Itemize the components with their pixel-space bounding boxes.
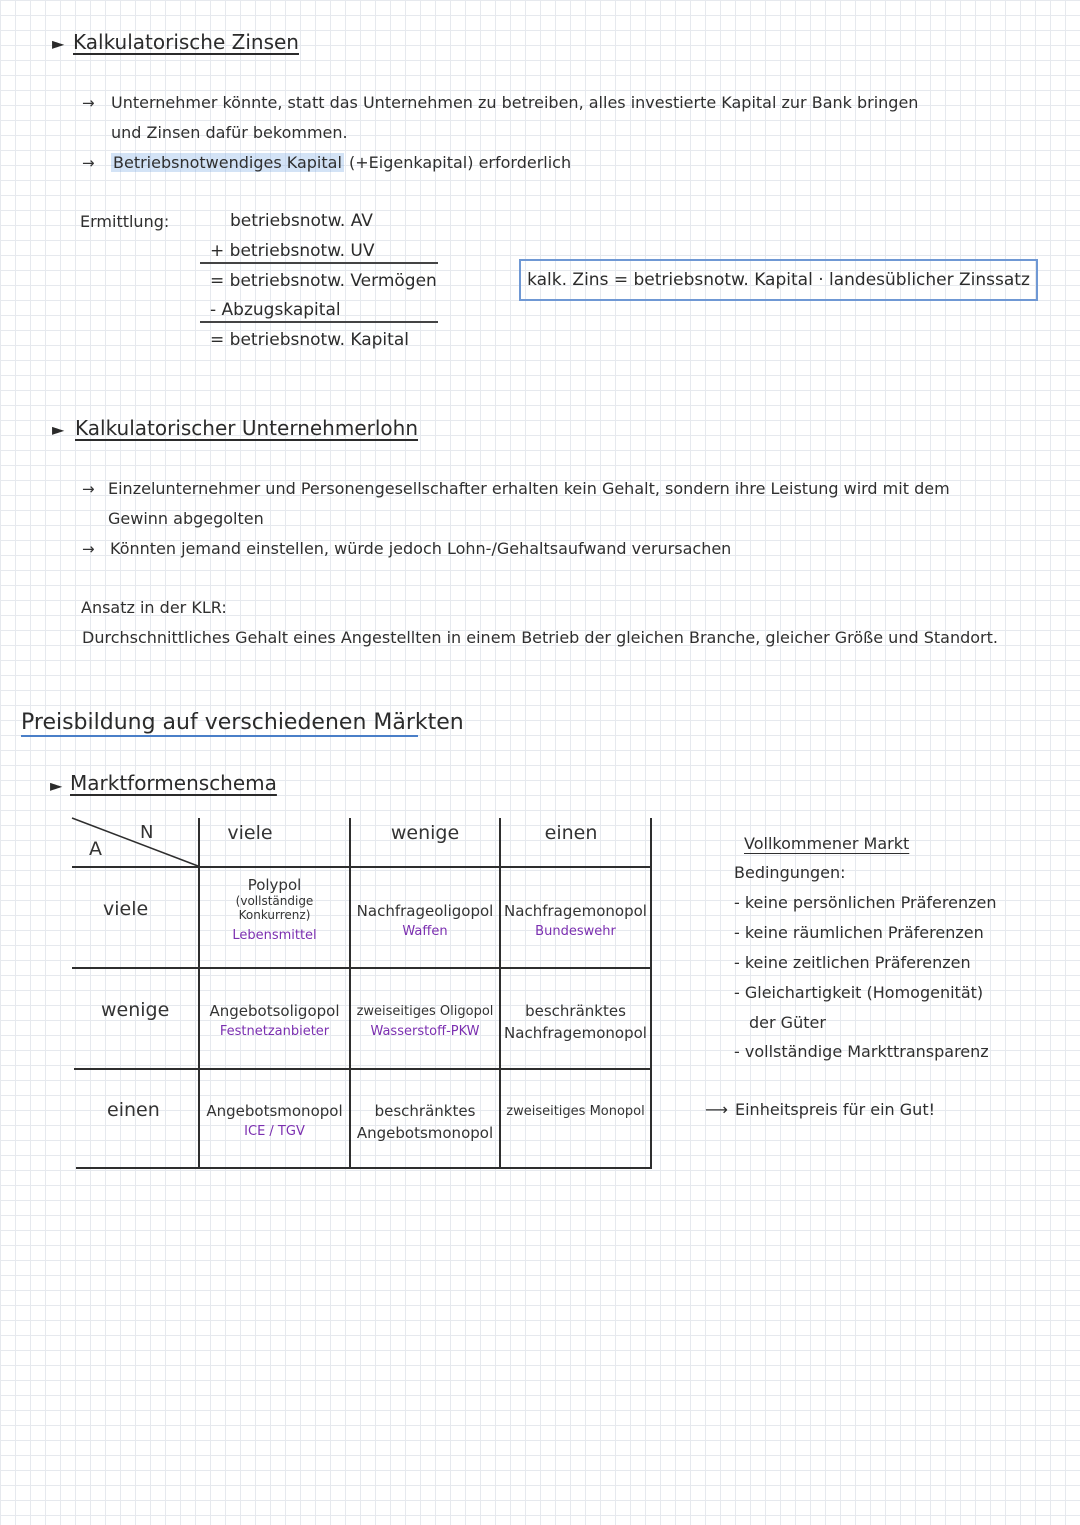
text-line: und Zinsen dafür bekommen. bbox=[111, 123, 348, 142]
cell-title: Nachfrageoligopol bbox=[356, 902, 494, 920]
cell-example: Festnetzanbieter bbox=[219, 1024, 330, 1039]
condition-item: - Gleichartigkeit (Homogenität) bbox=[734, 983, 984, 1002]
cell-subtitle: (vollständige Konkurrenz) bbox=[235, 894, 314, 922]
col-header: viele bbox=[227, 822, 273, 844]
heading-preisbildung: Preisbildung auf verschiedenen Märkten bbox=[21, 710, 464, 735]
table-cell bbox=[351, 1004, 499, 1039]
calc-sum-rule bbox=[200, 321, 438, 323]
calc-line: - Abzugskapital bbox=[210, 300, 341, 320]
corner-label-n: N bbox=[140, 822, 154, 843]
cell-example: Waffen bbox=[402, 924, 448, 939]
calc-line: = betriebsnotw. Vermögen bbox=[210, 271, 437, 291]
cell-title: Nachfragemonopol bbox=[504, 902, 647, 920]
table-cell bbox=[200, 876, 349, 943]
cell-example: Wasserstoff-PKW bbox=[370, 1024, 480, 1039]
cell-title: beschränktes bbox=[525, 1002, 626, 1020]
bullet-marker: ► bbox=[52, 34, 65, 53]
table-cell bbox=[200, 1002, 349, 1039]
formula-box bbox=[519, 259, 1038, 301]
table-rule bbox=[76, 1167, 652, 1169]
highlighted-term: Betriebsnotwendiges Kapital bbox=[113, 153, 342, 172]
calc-line: + betriebsnotw. UV bbox=[210, 241, 375, 261]
cell-title: zweiseitiges Monopol bbox=[506, 1104, 645, 1119]
text-line: Einzelunternehmer und Personengesellschafter erhalten kein Gehalt, sondern ihre Leistung wird mit dem bbox=[108, 479, 950, 498]
cell-title: Angebotsmonopol bbox=[206, 1102, 343, 1120]
ansatz-text: Durchschnittliches Gehalt eines Angestellten in einem Betrieb der gleichen Branche, gleicher Größe und Standort. bbox=[82, 628, 998, 647]
cell-example: ICE / TGV bbox=[244, 1124, 305, 1139]
text-line bbox=[111, 153, 571, 172]
table-rule bbox=[74, 1068, 651, 1070]
col-header: wenige bbox=[390, 822, 460, 844]
table-cell bbox=[501, 1002, 650, 1042]
condition-item: - keine persönlichen Präferenzen bbox=[734, 893, 997, 912]
heading-underline bbox=[21, 735, 418, 737]
cell-title: Nachfragemonopol bbox=[504, 1024, 647, 1042]
bullet-marker: ► bbox=[52, 420, 65, 439]
text-line: Könnten jemand einstellen, würde jedoch Lohn-/Gehaltsaufwand verursachen bbox=[110, 539, 732, 558]
table-cell bbox=[351, 1102, 499, 1142]
arrow-icon: → bbox=[82, 154, 95, 172]
arrow-icon: → bbox=[82, 540, 95, 558]
text-fragment: (+Eigenkapital) erforderlich bbox=[348, 153, 572, 172]
condition-item: der Güter bbox=[749, 1013, 826, 1032]
row-header: wenige bbox=[101, 999, 170, 1021]
table-cell bbox=[501, 902, 650, 939]
table-cell bbox=[501, 1104, 650, 1119]
cell-title: Polypol bbox=[247, 876, 302, 894]
cell-example: Lebensmittel bbox=[232, 928, 317, 943]
cell-title: zweiseitiges Oligopol bbox=[356, 1004, 494, 1019]
calc-line: betriebsnotw. AV bbox=[230, 211, 373, 231]
condition-item: - keine räumlichen Präferenzen bbox=[734, 923, 984, 942]
arrow-icon: → bbox=[82, 480, 95, 498]
cell-title: Angebotsmonopol bbox=[356, 1124, 494, 1142]
arrow-icon: ⟶ bbox=[705, 1100, 728, 1119]
bedingungen-label: Bedingungen: bbox=[734, 863, 846, 882]
corner-label-a: A bbox=[89, 838, 102, 860]
ermittlung-label: Ermittlung: bbox=[80, 212, 170, 231]
row-header: viele bbox=[103, 898, 149, 920]
cell-title: beschränktes bbox=[374, 1102, 476, 1120]
ansatz-label: Ansatz in der KLR: bbox=[81, 598, 227, 617]
vollkommener-markt-title: Vollkommener Markt bbox=[744, 834, 910, 853]
condition-item: - keine zeitlichen Präferenzen bbox=[734, 953, 971, 972]
table-rule bbox=[650, 818, 652, 1169]
calc-line: = betriebsnotw. Kapital bbox=[210, 330, 409, 350]
formula-text: kalk. Zins = betriebsnotw. Kapital · landesüblicher Zinssatz bbox=[527, 270, 1030, 290]
text-line: Unternehmer könnte, statt das Unternehmen zu betreiben, alles investierte Kapital zur Bank bringen bbox=[111, 93, 919, 112]
arrow-icon: → bbox=[82, 94, 95, 112]
bullet-marker: ► bbox=[50, 776, 63, 795]
cell-example: Bundeswehr bbox=[535, 924, 616, 939]
table-cell bbox=[351, 902, 499, 939]
table-rule bbox=[72, 967, 651, 969]
condition-item: - vollständige Markttransparenz bbox=[734, 1042, 989, 1061]
text-line: Gewinn abgegolten bbox=[108, 509, 264, 528]
section-title-unternehmerlohn: Kalkulatorischer Unternehmerlohn bbox=[75, 416, 419, 440]
conclusion-text: Einheitspreis für ein Gut! bbox=[735, 1100, 936, 1119]
cell-title: Angebotsoligopol bbox=[209, 1002, 340, 1020]
table-cell bbox=[200, 1102, 349, 1139]
section-title-kalk-zinsen: Kalkulatorische Zinsen bbox=[73, 30, 299, 54]
row-header: einen bbox=[107, 1099, 160, 1121]
col-header: einen bbox=[544, 822, 598, 844]
subtitle-marktformenschema: Marktformenschema bbox=[70, 771, 277, 795]
calc-sum-rule bbox=[200, 262, 438, 264]
